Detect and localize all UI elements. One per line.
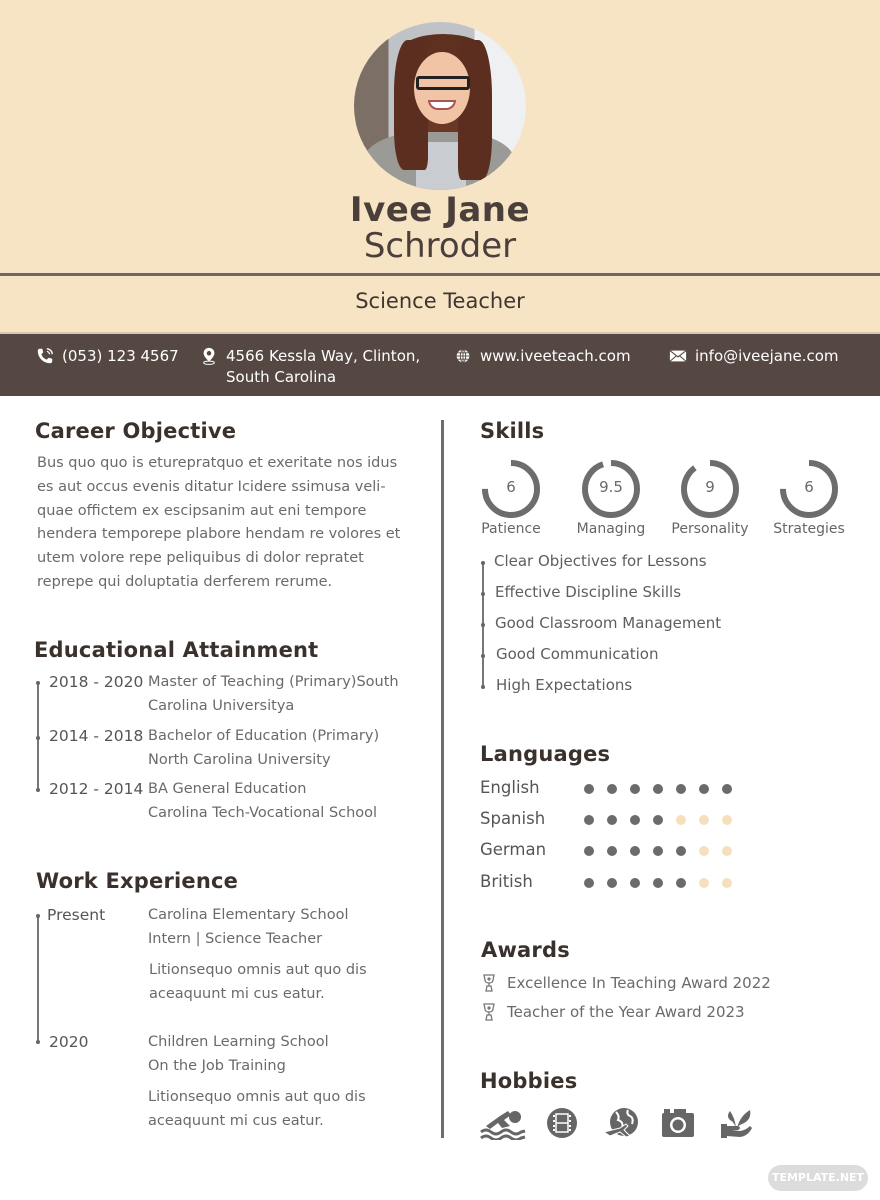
work-timeline-line <box>37 916 39 1042</box>
award-item: Excellence In Teaching Award 2022 <box>481 974 771 992</box>
email-text: info@iveejane.com <box>695 347 839 365</box>
language-dot-filled <box>653 815 663 825</box>
globe-icon <box>454 347 472 365</box>
skill-item: Good Classroom Management <box>495 614 722 632</box>
language-dot-empty <box>722 846 732 856</box>
skill-ring-label: Strategies <box>773 521 845 537</box>
language-dot-filled <box>676 784 686 794</box>
first-name: Ivee Jane <box>349 190 531 230</box>
skill-ring-managing: 9.5 <box>580 458 642 520</box>
contact-website[interactable] <box>454 346 631 367</box>
language-dot-filled <box>607 784 617 794</box>
language-dot-empty <box>699 815 709 825</box>
education-years: 2018 - 2020 <box>49 673 144 691</box>
language-dot-empty <box>699 878 709 888</box>
career-objective-heading: Career Objective <box>35 419 237 443</box>
profile-photo <box>354 22 526 190</box>
education-years: 2012 - 2014 <box>49 780 144 798</box>
timeline-dot <box>481 623 485 627</box>
timeline-dot <box>36 914 40 918</box>
skills-heading: Skills <box>480 419 545 443</box>
language-dot-filled <box>630 878 640 888</box>
language-dot-filled <box>722 784 732 794</box>
location-pin-icon <box>200 347 218 365</box>
language-dot-filled <box>584 846 594 856</box>
language-dot-filled <box>584 815 594 825</box>
language-dot-filled <box>584 878 594 888</box>
language-dot-filled <box>653 846 663 856</box>
travel-globe-icon <box>600 1106 646 1140</box>
language-name: British <box>480 872 533 891</box>
skill-ring-label: Managing <box>576 521 646 537</box>
language-dot-filled <box>630 784 640 794</box>
film-icon <box>540 1106 586 1140</box>
language-dot-filled <box>630 846 640 856</box>
hobbies-heading: Hobbies <box>480 1069 578 1093</box>
template-watermark: TEMPLATE.NET <box>768 1165 868 1191</box>
phone-text: (053) 123 4567 <box>62 347 179 365</box>
last-name: Schroder <box>363 226 517 266</box>
timeline-dot <box>481 592 485 596</box>
language-dot-filled <box>607 815 617 825</box>
skill-ring-patience: 6 <box>480 458 542 520</box>
skill-item: Good Communication <box>496 645 659 663</box>
contact-address <box>200 346 420 388</box>
timeline-dot <box>36 736 40 740</box>
camera-icon <box>658 1106 704 1140</box>
contact-phone[interactable] <box>36 346 179 367</box>
award-item: Teacher of the Year Award 2023 <box>481 1003 745 1021</box>
envelope-icon <box>669 347 687 365</box>
languages-heading: Languages <box>480 742 611 766</box>
language-dot-filled <box>653 878 663 888</box>
timeline-dot <box>36 1040 40 1044</box>
skill-ring-label: Patience <box>481 521 541 537</box>
language-dot-filled <box>676 878 686 888</box>
career-objective-text: Bus quo quo is eturepratquo et exeritate nos idus es aut occus evenis ditatur Icidere ssimusa veli- quae offictem ex escipsanim aut eni tempore hendera temporepe plabore hendam re volores et utem volore repe peliquibus di dolor repratet reprepe qui doluptatia derferem rerume. <box>37 455 401 590</box>
timeline-dot <box>36 681 40 685</box>
education-entry: Master of Teaching (Primary)South Carolina Universitya <box>148 674 399 714</box>
language-dot-empty <box>676 815 686 825</box>
work-entry: Children Learning School On the Job Training <box>148 1034 329 1074</box>
language-dot-filled <box>630 815 640 825</box>
job-title: Science Teacher <box>355 289 525 313</box>
education-entry: BA General Education Carolina Tech-Vocational School <box>148 781 378 821</box>
timeline-dot <box>481 685 485 689</box>
work-entry: Carolina Elementary School Intern | Science Teacher <box>148 907 349 947</box>
address-line-2: South Carolina <box>226 368 337 386</box>
education-years: 2014 - 2018 <box>49 727 144 745</box>
timeline-dot <box>481 561 485 565</box>
language-dot-filled <box>699 784 709 794</box>
timeline-dot <box>36 788 40 792</box>
work-description: Litionsequo omnis aut quo dis aceaquunt mi cus eatur. <box>148 1089 366 1129</box>
work-description: Litionsequo omnis aut quo dis aceaquunt mi cus eatur. <box>149 962 367 1002</box>
phone-icon <box>36 347 54 365</box>
skill-item: Clear Objectives for Lessons <box>494 552 707 570</box>
language-dot-empty <box>722 878 732 888</box>
language-dot-filled <box>653 784 663 794</box>
language-dot-empty <box>699 846 709 856</box>
language-dot-filled <box>676 846 686 856</box>
skill-item: High Expectations <box>496 676 633 694</box>
education-entry: Bachelor of Education (Primary) North Carolina University <box>148 728 380 768</box>
website-text: www.iveeteach.com <box>480 347 631 365</box>
trophy-icon <box>481 1003 497 1021</box>
address-line-1: 4566 Kessla Way, Clinton, <box>226 347 421 365</box>
swimming-icon <box>480 1106 526 1140</box>
education-heading: Educational Attainment <box>34 638 319 662</box>
contact-email[interactable] <box>669 346 839 367</box>
gardening-icon <box>718 1106 764 1140</box>
column-divider <box>441 420 444 1138</box>
trophy-icon <box>481 974 497 992</box>
language-dot-filled <box>584 784 594 794</box>
timeline-dot <box>481 654 485 658</box>
language-name: German <box>480 840 547 859</box>
work-period: Present <box>47 906 106 924</box>
skill-ring-strategies: 6 <box>778 458 840 520</box>
work-experience-heading: Work Experience <box>36 869 239 893</box>
awards-heading: Awards <box>481 938 570 962</box>
language-dot-empty <box>722 815 732 825</box>
language-name: Spanish <box>480 809 546 828</box>
language-dot-filled <box>607 846 617 856</box>
language-name: English <box>480 778 540 797</box>
skill-item: Effective Discipline Skills <box>495 583 682 601</box>
work-period: 2020 <box>49 1033 89 1051</box>
language-dot-filled <box>607 878 617 888</box>
skill-ring-label: Personality <box>671 521 749 537</box>
skill-ring-personality: 9 <box>679 458 741 520</box>
